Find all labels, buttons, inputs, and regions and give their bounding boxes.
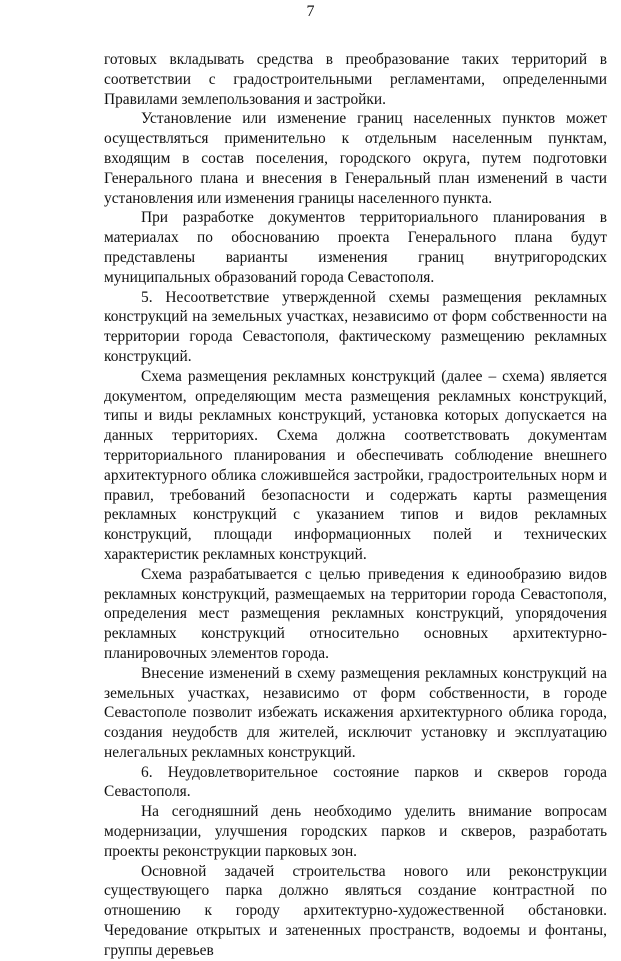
paragraph-territorial-planning: При разработке документов территориального планирования в материалах по обоснованию проекта Генерального плана будут представлены варианты изменения границ внутригородских муниципальных образований города Севастополя.: [104, 209, 607, 286]
paragraph-ad-scheme-changes: Внесение изменений в схему размещения рекламных конструкций на земельных участках, независимо от форм собственности, в городе Севастополе позволит избежать искажения архитектурного облика города, создания неудобств для жителей, исключит установку и эксплуатацию нелегальных рекламных конструкций.: [104, 664, 607, 761]
paragraph-parks-task: Основной задачей строительства нового или реконструкции существующего парка должно являться создание контрастной по отношению к городу архитектурно-художественной обстановки. Чередование открытых и затененных пространств, водоемы и фонтаны, группы деревьев: [104, 862, 607, 959]
paragraph-parks-modernization: На сегодняшний день необходимо уделить внимание вопросам модернизации, улучшения городских парков и скверов, разработать проекты реконструкции парковых зон.: [104, 803, 607, 860]
page-number: 7: [306, 3, 315, 20]
paragraph-settlement-borders: Установление или изменение границ населенных пунктов может осуществляться применительно к отдельным населенным пунктам, входящим в состав поселения, городского округа, путем подготовки Генерального плана и внесения в Генеральный план изменений в части установления или изменения границы населенного пункта.: [104, 110, 607, 207]
paragraph-item-6-heading: 6. Неудовлетворительное состояние парков и скверов города Севастополя.: [104, 763, 607, 801]
paragraph-item-5-heading: 5. Несоответствие утвержденной схемы размещения рекламных конструкций на земельных участках, независимо от форм собственности на территории города Севастополя, фактическому размещению рекламных конструкций.: [104, 288, 607, 365]
paragraph-ad-scheme-purpose: Схема разрабатывается с целью приведения к единообразию видов рекламных конструкций, размещаемых на территории города Севастополя, определения мест размещения рекламных конструкций, упорядочения рекламных конструкций относительно основных архитектурно-планировочных элементов города.: [104, 565, 607, 662]
paragraph-ad-scheme-definition: Схема размещения рекламных конструкций (далее – схема) является документом, определяющим места размещения рекламных конструкций, типы и виды рекламных конструкций, установка которых допускается на данных территориях. Схема должна соответствовать документам территориального планирования и обеспечивать соблюдение внешнего архитектурного облика сложившейся застройки, градостроительных норм и правил, требований безопасности и содержать карты размещения рекламных конструкций с указанием типов и видов рекламных конструкций, площади информационных полей и технических характеристик рекламных конструкций.: [104, 367, 607, 563]
paragraph-continuation: готовых вкладывать средства в преобразование таких территорий в соответствии с градостроительными регламентами, определенными Правилами землепользования и застройки.: [104, 51, 607, 108]
document-body: [104, 50, 607, 961]
